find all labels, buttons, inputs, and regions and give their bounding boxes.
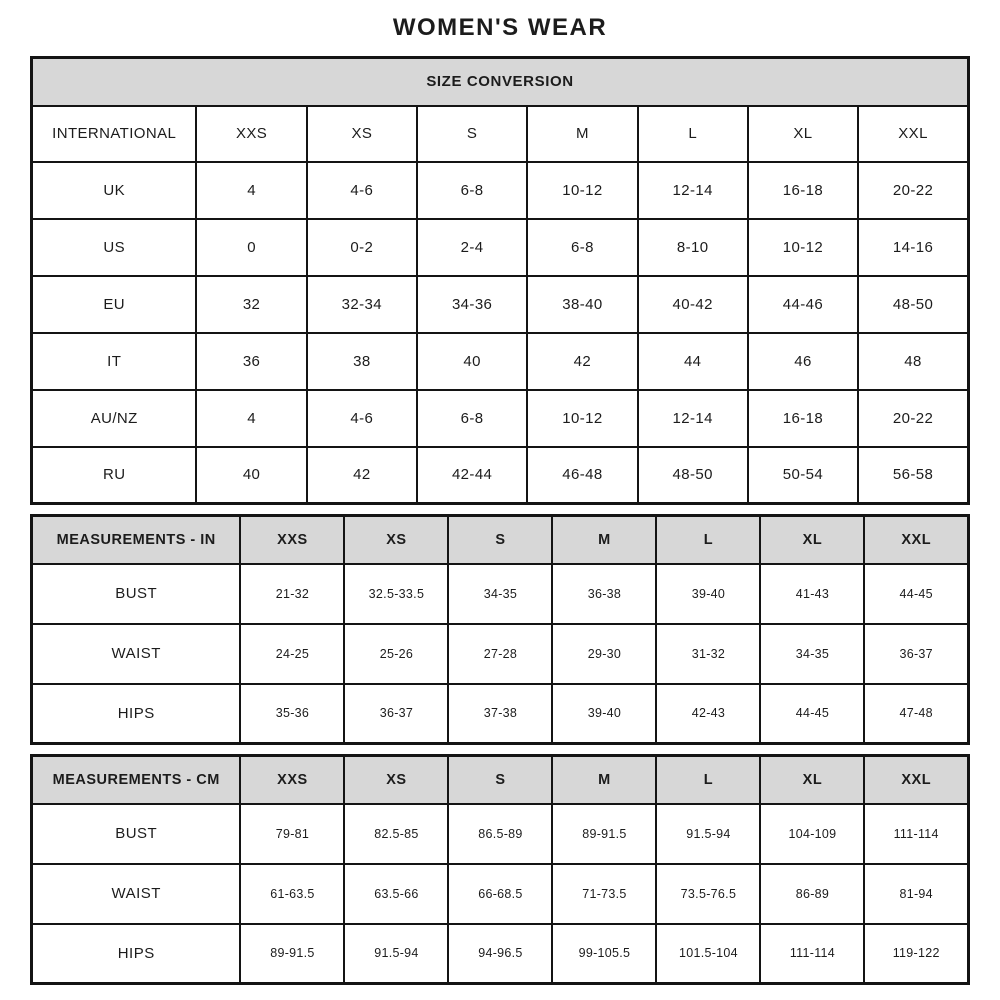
table-cell: 73.5-76.5: [656, 864, 760, 924]
table-cell: 34-35: [760, 624, 864, 684]
table-cell: 46: [748, 333, 858, 390]
table-cell: 40-42: [638, 276, 748, 333]
table-cell: 16-18: [748, 390, 858, 447]
row-label: HIPS: [32, 684, 241, 744]
measurements-in-table: [30, 514, 970, 745]
table-cell: 61-63.5: [240, 864, 344, 924]
measurements-cm-header-row: [32, 756, 969, 804]
table-cell: 44-45: [760, 684, 864, 744]
table-cell: 20-22: [858, 390, 968, 447]
size-conversion-header-row: [32, 106, 969, 162]
measurements-in-header-row: [32, 516, 969, 564]
table-cell: 111-114: [760, 924, 864, 984]
table-cell: 12-14: [638, 390, 748, 447]
table-cell: 34-35: [448, 564, 552, 624]
table-cell: 25-26: [344, 624, 448, 684]
column-header: XXL: [864, 756, 968, 804]
table-cell: 2-4: [417, 219, 527, 276]
table-cell: 56-58: [858, 447, 968, 504]
table-cell: 94-96.5: [448, 924, 552, 984]
table-row: [32, 684, 969, 744]
table-cell: 4-6: [307, 390, 417, 447]
table-row: [32, 447, 969, 504]
table-cell: 36-38: [552, 564, 656, 624]
table-cell: 35-36: [240, 684, 344, 744]
row-label: HIPS: [32, 924, 241, 984]
table-cell: 12-14: [638, 162, 748, 219]
table-row: [32, 333, 969, 390]
table-cell: 48: [858, 333, 968, 390]
table-cell: 34-36: [417, 276, 527, 333]
table-row: [32, 564, 969, 624]
column-header: MEASUREMENTS - CM: [32, 756, 241, 804]
table-cell: 63.5-66: [344, 864, 448, 924]
column-header: XXS: [240, 756, 344, 804]
row-label: UK: [32, 162, 197, 219]
column-header: XXL: [858, 106, 968, 162]
table-cell: 39-40: [552, 684, 656, 744]
table-cell: 86.5-89: [448, 804, 552, 864]
table-cell: 10-12: [527, 162, 637, 219]
table-cell: 50-54: [748, 447, 858, 504]
table-cell: 14-16: [858, 219, 968, 276]
size-conversion-title-row: [32, 58, 969, 106]
table-cell: 42-43: [656, 684, 760, 744]
table-cell: 32-34: [307, 276, 417, 333]
table-cell: 89-91.5: [552, 804, 656, 864]
row-label: US: [32, 219, 197, 276]
table-row: [32, 864, 969, 924]
column-header: XS: [344, 516, 448, 564]
table-cell: 4-6: [307, 162, 417, 219]
column-header: XL: [760, 516, 864, 564]
table-cell: 6-8: [527, 219, 637, 276]
table-cell: 47-48: [864, 684, 968, 744]
row-label: EU: [32, 276, 197, 333]
table-row: [32, 162, 969, 219]
column-header: L: [638, 106, 748, 162]
table-cell: 119-122: [864, 924, 968, 984]
table-cell: 10-12: [527, 390, 637, 447]
table-cell: 36-37: [344, 684, 448, 744]
column-header: S: [448, 756, 552, 804]
table-cell: 38-40: [527, 276, 637, 333]
column-header: MEASUREMENTS - IN: [32, 516, 241, 564]
table-cell: 29-30: [552, 624, 656, 684]
table-cell: 32.5-33.5: [344, 564, 448, 624]
column-header: S: [448, 516, 552, 564]
table-cell: 42: [307, 447, 417, 504]
column-header: S: [417, 106, 527, 162]
table-cell: 38: [307, 333, 417, 390]
table-row: [32, 924, 969, 984]
table-cell: 91.5-94: [344, 924, 448, 984]
column-header: XL: [748, 106, 858, 162]
table-cell: 6-8: [417, 162, 527, 219]
table-cell: 4: [196, 162, 306, 219]
row-label: WAIST: [32, 864, 241, 924]
table-cell: 0-2: [307, 219, 417, 276]
column-header: XXL: [864, 516, 968, 564]
table-row: [32, 219, 969, 276]
column-header: M: [527, 106, 637, 162]
table-cell: 40: [417, 333, 527, 390]
table-cell: 8-10: [638, 219, 748, 276]
table-cell: 27-28: [448, 624, 552, 684]
table-cell: 86-89: [760, 864, 864, 924]
row-label: IT: [32, 333, 197, 390]
table-cell: 79-81: [240, 804, 344, 864]
column-header: XS: [307, 106, 417, 162]
table-cell: 48-50: [638, 447, 748, 504]
table-cell: 41-43: [760, 564, 864, 624]
table-cell: 36: [196, 333, 306, 390]
table-cell: 20-22: [858, 162, 968, 219]
table-cell: 91.5-94: [656, 804, 760, 864]
measurements-cm-table: [30, 754, 970, 985]
table-cell: 39-40: [656, 564, 760, 624]
table-cell: 31-32: [656, 624, 760, 684]
table-cell: 42: [527, 333, 637, 390]
row-label: AU/NZ: [32, 390, 197, 447]
table-cell: 71-73.5: [552, 864, 656, 924]
column-header: XL: [760, 756, 864, 804]
column-header: M: [552, 516, 656, 564]
table-cell: 36-37: [864, 624, 968, 684]
table-cell: 44: [638, 333, 748, 390]
table-cell: 24-25: [240, 624, 344, 684]
table-cell: 111-114: [864, 804, 968, 864]
table-cell: 6-8: [417, 390, 527, 447]
row-label: BUST: [32, 804, 241, 864]
table-row: [32, 624, 969, 684]
column-header: M: [552, 756, 656, 804]
row-label: WAIST: [32, 624, 241, 684]
column-header: L: [656, 516, 760, 564]
page-title: WOMEN'S WEAR: [392, 14, 608, 41]
size-conversion-title: SIZE CONVERSION: [32, 58, 969, 106]
table-cell: 99-105.5: [552, 924, 656, 984]
table-row: [32, 804, 969, 864]
table-row: [32, 390, 969, 447]
table-cell: 44-45: [864, 564, 968, 624]
column-header: INTERNATIONAL: [32, 106, 197, 162]
table-cell: 21-32: [240, 564, 344, 624]
column-header: XXS: [196, 106, 306, 162]
table-cell: 4: [196, 390, 306, 447]
table-cell: 0: [196, 219, 306, 276]
table-cell: 82.5-85: [344, 804, 448, 864]
table-cell: 46-48: [527, 447, 637, 504]
row-label: BUST: [32, 564, 241, 624]
table-cell: 44-46: [748, 276, 858, 333]
column-header: XXS: [240, 516, 344, 564]
size-conversion-table: [30, 56, 970, 505]
table-cell: 32: [196, 276, 306, 333]
table-cell: 89-91.5: [240, 924, 344, 984]
table-cell: 48-50: [858, 276, 968, 333]
table-cell: 81-94: [864, 864, 968, 924]
column-header: XS: [344, 756, 448, 804]
row-label: RU: [32, 447, 197, 504]
column-header: L: [656, 756, 760, 804]
table-cell: 40: [196, 447, 306, 504]
table-cell: 10-12: [748, 219, 858, 276]
table-cell: 16-18: [748, 162, 858, 219]
table-cell: 66-68.5: [448, 864, 552, 924]
table-cell: 42-44: [417, 447, 527, 504]
table-cell: 101.5-104: [656, 924, 760, 984]
table-cell: 37-38: [448, 684, 552, 744]
table-row: [32, 276, 969, 333]
table-cell: 104-109: [760, 804, 864, 864]
